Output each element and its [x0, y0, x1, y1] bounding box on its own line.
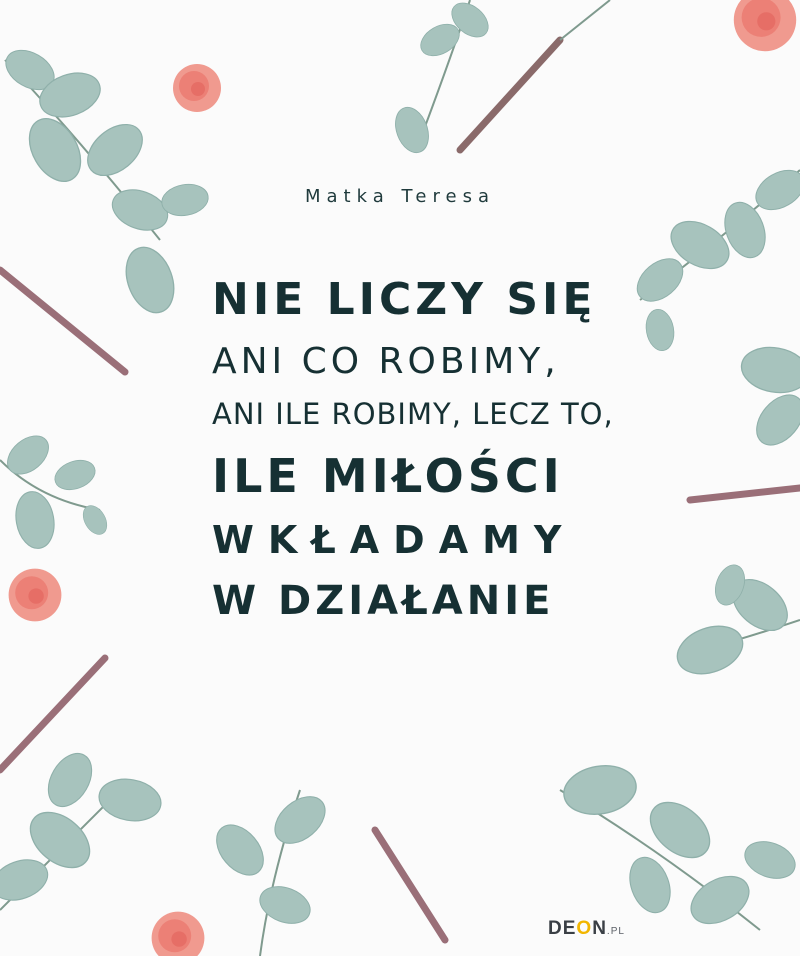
- quote-line-1: NIE LICZY SIĘ: [212, 274, 597, 325]
- rose-left: [9, 569, 62, 622]
- eucalyptus-branch-bottom-left: [0, 746, 164, 910]
- rose-bottom-left: [152, 912, 205, 956]
- deon-logo: DEON.PL: [548, 918, 625, 939]
- quote-line-3: ANI ILE ROBIMY, LECZ TO,: [212, 397, 614, 431]
- rose-top-left: [173, 64, 221, 112]
- lavender-right: [690, 488, 800, 500]
- rose-top-right: [734, 0, 796, 51]
- quote-line-5: WKŁADAMY: [212, 518, 576, 562]
- author-name: Matka Teresa: [305, 186, 495, 207]
- quote-line-6: W DZIAŁANIE: [212, 578, 555, 624]
- lavender-left-lower: [0, 658, 105, 770]
- quote-line-2: ANI CO ROBIMY,: [212, 341, 560, 382]
- eucalyptus-branch-left: [0, 428, 112, 551]
- eucalyptus-branch-right-lower: [671, 561, 800, 683]
- lavender-left: [0, 270, 125, 372]
- eucalyptus-branch-bottom-right: [560, 760, 800, 933]
- eucalyptus-branch-bottom-middle: [207, 787, 445, 956]
- eucalyptus-branch-top: [390, 0, 610, 157]
- quote-text: [212, 274, 632, 624]
- quote-line-4: ILE MIŁOŚCI: [212, 449, 564, 503]
